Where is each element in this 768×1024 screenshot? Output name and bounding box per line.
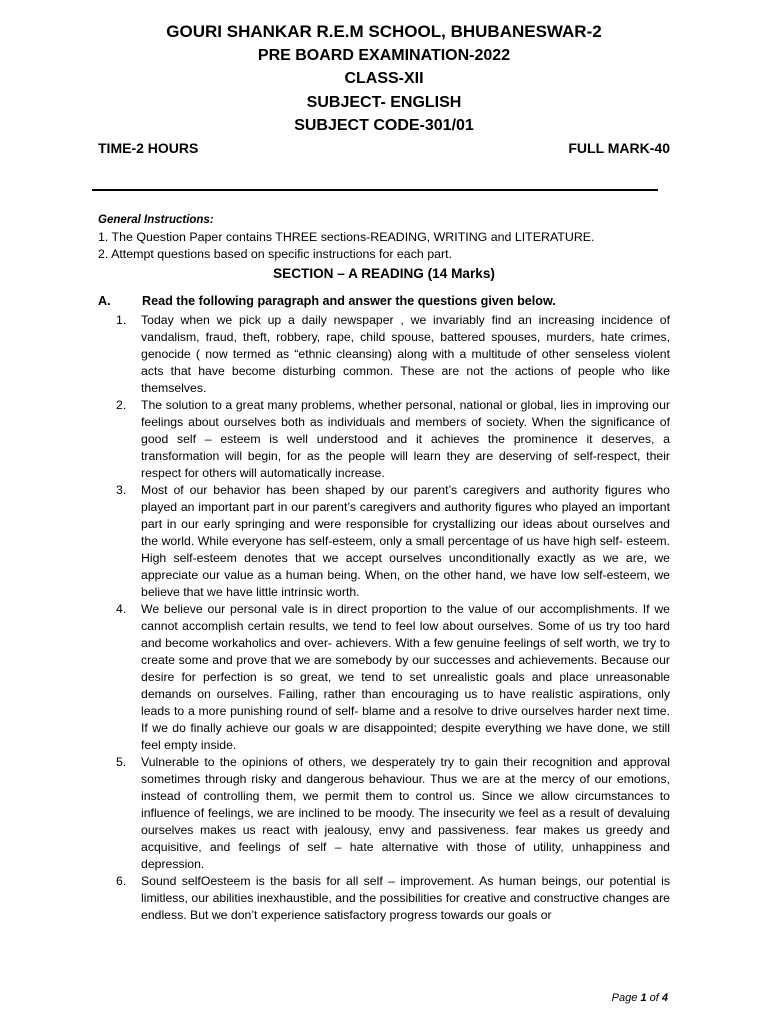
page-number: 1 bbox=[640, 992, 647, 1004]
exam-header bbox=[0, 20, 768, 138]
school-name: GOURI SHANKAR R.E.M SCHOOL, BHUBANESWAR-2 bbox=[166, 22, 602, 41]
page-word: Page bbox=[611, 992, 638, 1004]
instructions-heading: General Instructions: bbox=[98, 214, 214, 226]
part-a-label: A. bbox=[98, 294, 111, 308]
part-a-text: Read the following paragraph and answer the questions given below. bbox=[142, 294, 556, 308]
paragraph-number: 6. bbox=[116, 874, 127, 888]
page-total: 4 bbox=[661, 992, 668, 1004]
passage-paragraph bbox=[116, 601, 670, 754]
paragraph-text: Today when we pick up a daily newspaper , we invariably find an increasing incidence of vandalism, fraud, theft, robbery, rape, child spouse, battered spouses, murders, hate crimes, genocide ( now termed as “ethnic cleansing) along with a multitude of other senseless violent acts that have become disturbing common. These are not the actions of people who like themselves. bbox=[141, 313, 670, 395]
of-word: of bbox=[649, 992, 659, 1004]
section-title: SECTION – A READING (14 Marks) bbox=[273, 266, 495, 281]
paragraph-number: 1. bbox=[116, 313, 127, 327]
passage-paragraph bbox=[116, 312, 670, 397]
paragraph-text: The solution to a great many problems, whether personal, national or global, lies in improving our feelings about ourselves both as individuals and members of society. When the significance of good self – esteem is well understood and it achieves the prominence it deserves, a transformation will begin, for as the people will learn they are deserving of self-respect, their respect for others will automatically increase. bbox=[141, 398, 670, 480]
time-label: TIME-2 HOURS bbox=[98, 140, 199, 156]
paragraph-text: We believe our personal vale is in direct proportion to the value of our accomplishments. If we cannot accomplish certain results, we tend to feel low about ourselves. Some of us try too hard and become workaholics and over- achievers. With a few genuine feelings of self worth, we try to create some and prove that we are somebody by our successes and achievements. Because our desire for perfection is so great, we tend to set unrealistic goals and place unreasonable demands on ourselves. Failing, rather than encouraging us to have realistic aspirations, only leads to a more punishing round of self- blame and a resolve to drive ourselves harder next time. If we do finally achieve our goals w are disappointed; despite everything we have done, we still feel empty inside. bbox=[141, 602, 670, 752]
passage bbox=[116, 312, 670, 924]
paragraph-number: 5. bbox=[116, 755, 127, 769]
general-instructions bbox=[98, 212, 678, 263]
paragraph-text: Sound selfOesteem is the basis for all self – improvement. As human beings, our potential is limitless, our abilities inexhaustible, and the possibilities for creative and constructive changes are endless. But we don’t experience satisfactory progress towards our goals or bbox=[141, 874, 670, 922]
passage-paragraph bbox=[116, 482, 670, 601]
page-footer bbox=[612, 992, 668, 1004]
paragraph-number: 4. bbox=[116, 602, 127, 616]
part-a-heading bbox=[98, 294, 672, 308]
instruction-item: 2. Attempt questions based on specific instructions for each part. bbox=[98, 247, 453, 261]
passage-paragraph bbox=[116, 873, 670, 924]
paragraph-number: 3. bbox=[116, 483, 127, 497]
passage-paragraph bbox=[116, 754, 670, 873]
exam-title: PRE BOARD EXAMINATION-2022 bbox=[257, 46, 511, 64]
passage-paragraph bbox=[116, 397, 670, 482]
class-label: CLASS-XII bbox=[344, 70, 424, 87]
subject-code: SUBJECT CODE-301/01 bbox=[294, 117, 474, 134]
time-marks-row bbox=[98, 140, 670, 156]
paragraph-number: 2. bbox=[116, 398, 127, 412]
instruction-item: 1. The Question Paper contains THREE sections-READING, WRITING and LITERATURE. bbox=[98, 230, 595, 244]
paragraph-text: Vulnerable to the opinions of others, we desperately try to gain their recognition and approval sometimes through risky and dangerous behaviour. Thus we are at the mercy of our emotions, instead of controlling them, we permit them to control us. Since we allow circumstances to influence of feelings, we are inclined to be moody. The insecurity we feel as a result of devaluing ourselves makes us react with jealousy, envy and passiveness. fear makes us greedy and acquisitive, and feelings of self – hate alternative with those of utility, unhappiness and depression. bbox=[141, 755, 670, 871]
paragraph-text: Most of our behavior has been shaped by our parent’s caregivers and authority figures who played an important part in our parent’s caregivers and authority figures who played an important part in our early springing and were responsible for crystallizing our ideas about ourselves and the world. While everyone has self-esteem, only a small percentage of us have high self- esteem. High self-esteem denotes that we accept ourselves unconditionally exactly as we are, we appreciate our value as a human being. When, on the other hand, we have low self-esteem, we believe that we have little intrinsic worth. bbox=[141, 483, 670, 599]
full-mark-label: FULL MARK-40 bbox=[568, 140, 670, 156]
subject-label: SUBJECT- ENGLISH bbox=[306, 93, 462, 111]
header-divider bbox=[92, 189, 658, 191]
